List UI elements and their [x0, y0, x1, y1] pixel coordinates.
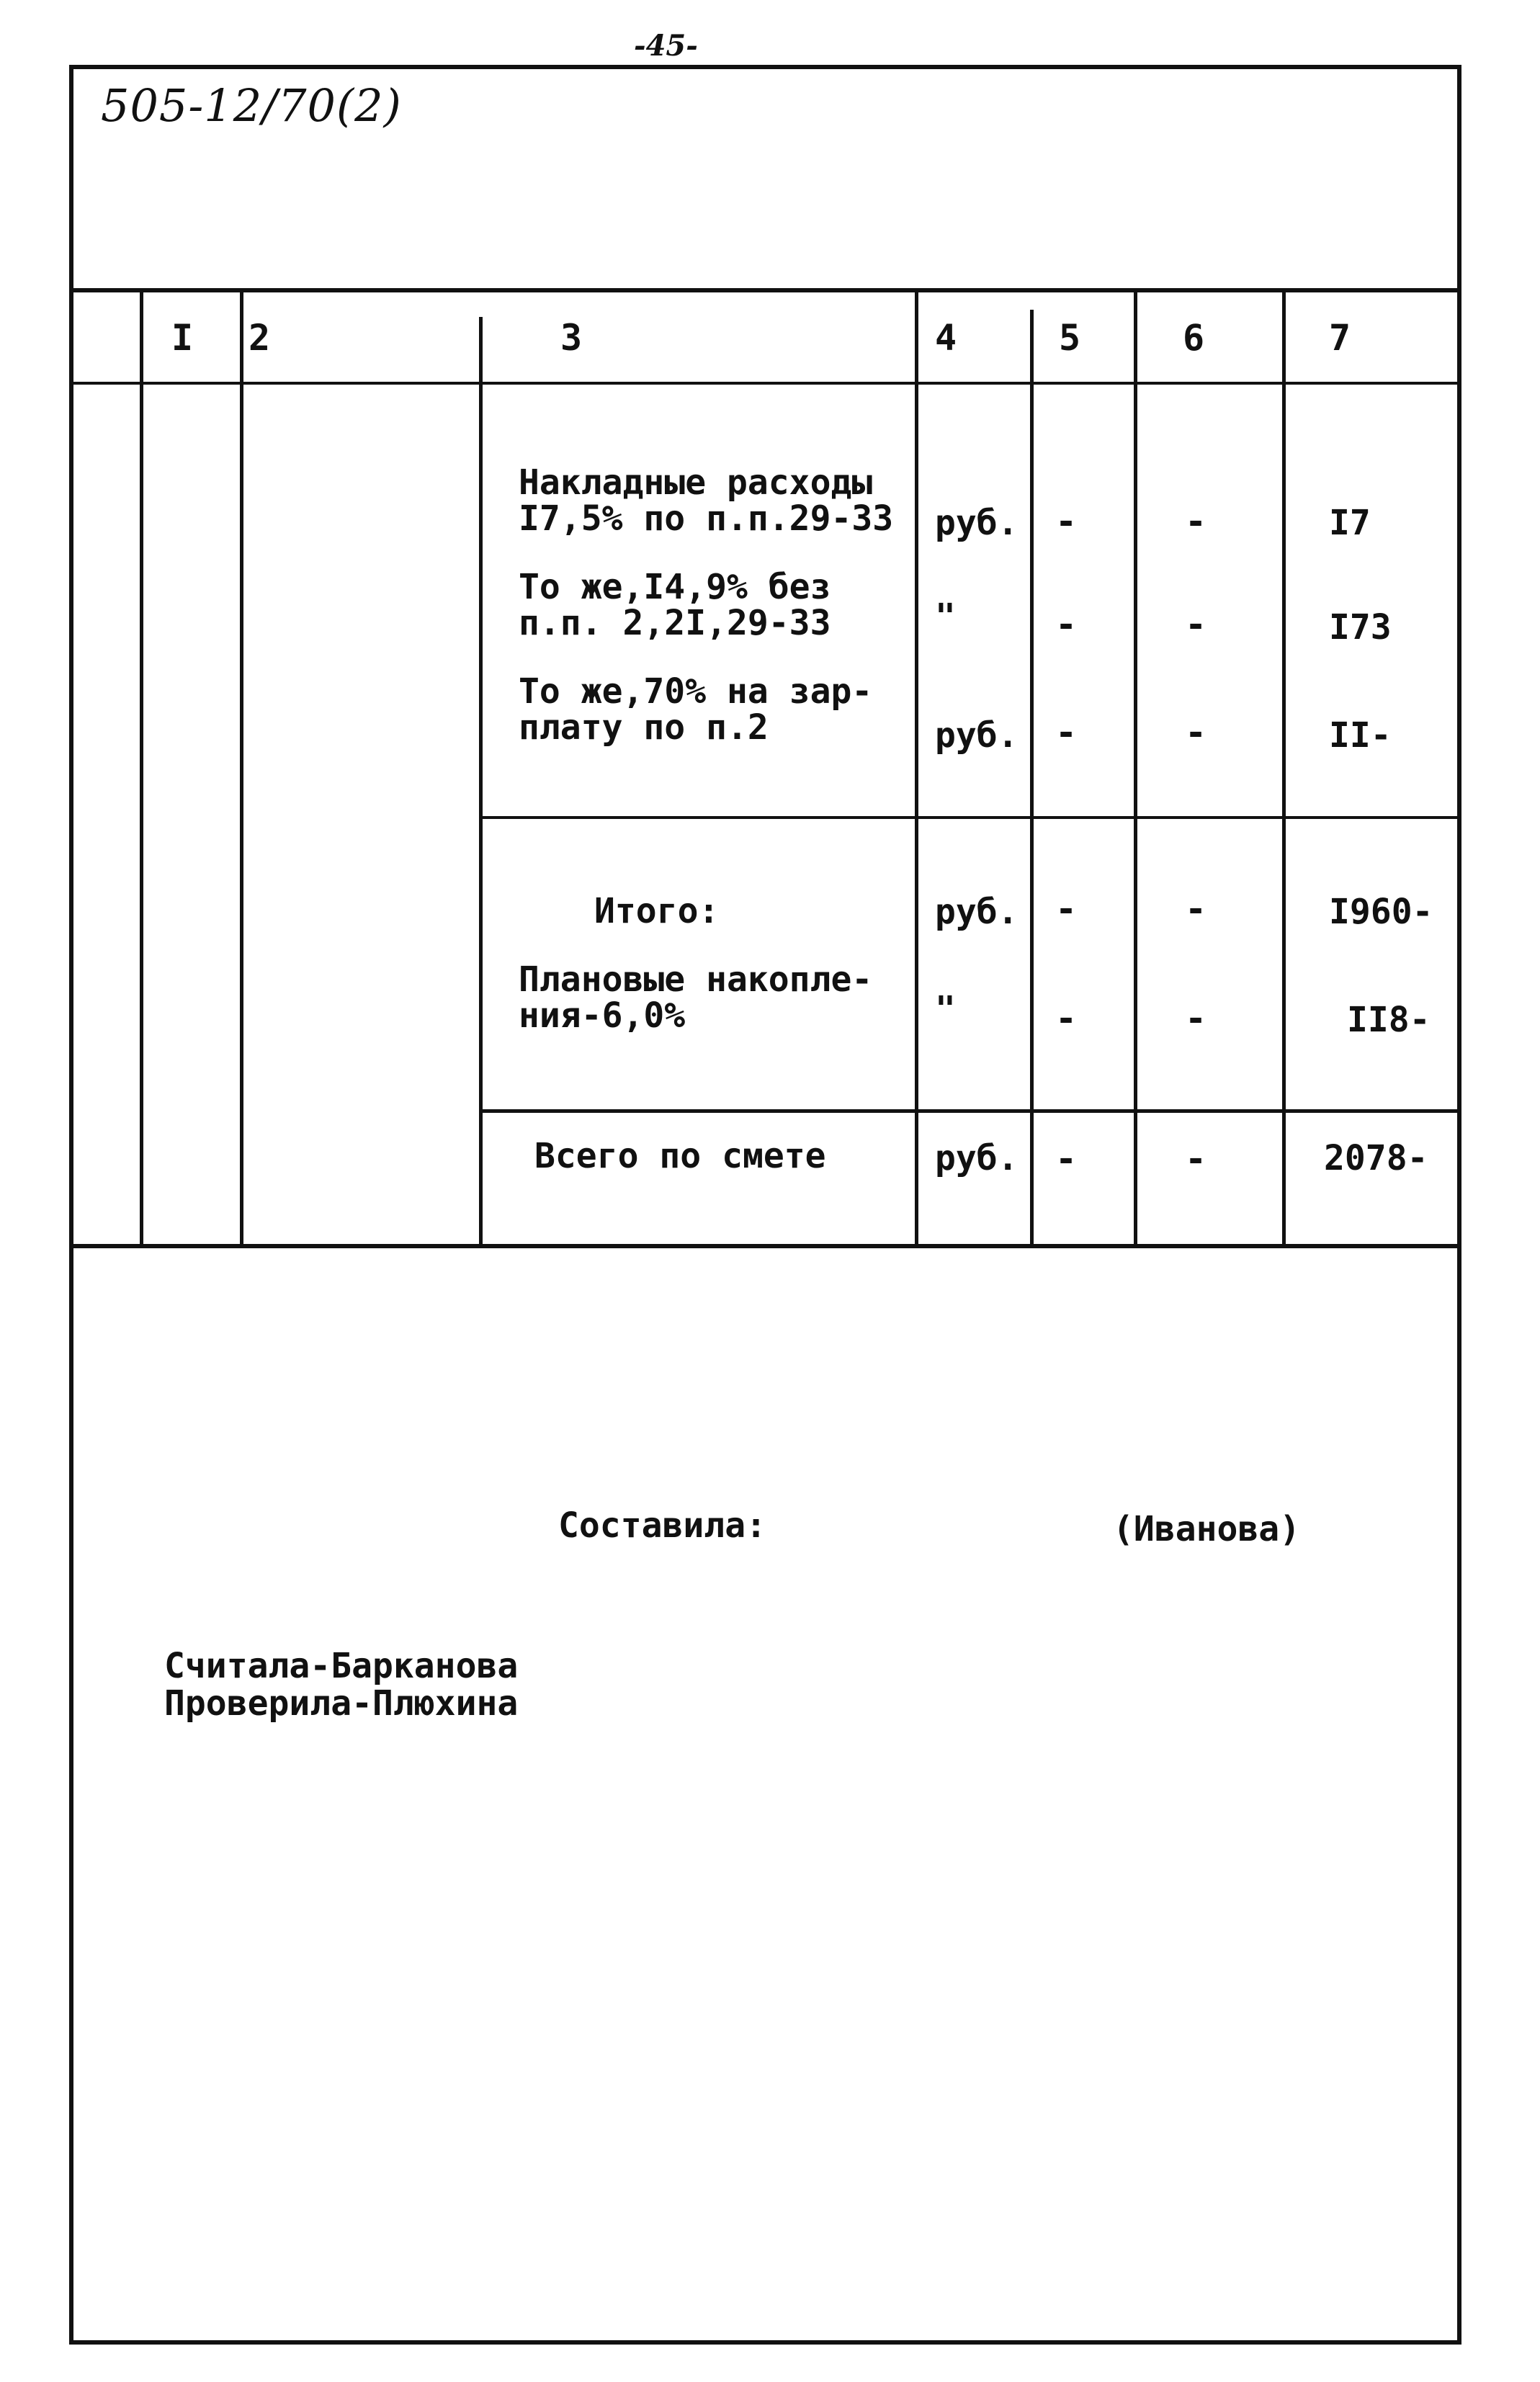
- grand-total-unit: руб.: [935, 1138, 1019, 1178]
- column-header-1: I: [171, 317, 194, 359]
- row-2-col6: -: [1185, 604, 1207, 645]
- subtotal-col5: -: [1055, 888, 1078, 930]
- subtotal-rule: [481, 816, 1461, 819]
- column-header-6: 6: [1183, 317, 1205, 359]
- document-number: 505-12/70(2): [101, 79, 402, 132]
- grand-total-label: Всего по смете: [534, 1136, 826, 1176]
- subtotal-amount: I960-: [1329, 892, 1433, 932]
- compiled-by-name: (Иванова): [1113, 1509, 1301, 1549]
- col-divider-7: [1282, 288, 1286, 1246]
- page-frame: [69, 65, 1461, 2345]
- table-bottom-rule: [69, 1244, 1461, 1248]
- checked-by: Проверила-Плюхина: [164, 1683, 519, 1724]
- column-header-5: 5: [1059, 317, 1081, 359]
- row-2-description: То же,I4,9% без п.п. 2,2I,29-33: [519, 567, 831, 643]
- row-1-amount: I7: [1329, 503, 1371, 543]
- col-divider-1: [140, 288, 143, 1246]
- row-3-unit: руб.: [935, 715, 1019, 756]
- table-top-rule: [69, 288, 1461, 292]
- column-header-4: 4: [935, 317, 957, 359]
- row-1-col6: -: [1185, 501, 1207, 542]
- col-divider-6: [1134, 288, 1137, 1246]
- counted-by: Считала-Барканова: [164, 1646, 519, 1686]
- grand-total-amount: 2078-: [1324, 1138, 1428, 1178]
- planned-accumulations-unit: ": [935, 989, 956, 1029]
- row-1-unit: руб.: [935, 503, 1019, 543]
- col-divider-2: [240, 288, 243, 1246]
- column-header-2: 2: [249, 317, 271, 359]
- row-3-description: То же,70% на зар- плату по п.2: [519, 671, 873, 748]
- col-divider-4: [915, 288, 918, 1246]
- subtotal-label: Итого:: [594, 891, 720, 931]
- page-number: -45-: [634, 29, 698, 63]
- subtotal-unit: руб.: [935, 892, 1019, 932]
- row-3-col5: -: [1055, 712, 1078, 753]
- row-1-description: Накладные расходы I7,5% по п.п.29-33: [519, 462, 894, 539]
- header-bottom-rule: [69, 382, 1461, 385]
- compiled-by-label: Составила:: [558, 1505, 766, 1546]
- grand-total-col5: -: [1055, 1138, 1078, 1180]
- row-2-amount: I73: [1329, 607, 1392, 648]
- col-divider-5: [1030, 310, 1034, 1246]
- row-1-col5: -: [1055, 501, 1078, 542]
- planned-accumulations-col6: -: [1185, 998, 1207, 1039]
- subtotal-col6: -: [1185, 888, 1207, 930]
- row-2-col5: -: [1055, 604, 1078, 645]
- planned-accumulations-col5: -: [1055, 998, 1078, 1039]
- column-header-3: 3: [560, 317, 583, 359]
- planned-accumulations-amount: II8-: [1347, 1000, 1431, 1040]
- grand-total-col6: -: [1185, 1138, 1207, 1180]
- column-header-7: 7: [1329, 317, 1351, 359]
- row-3-col6: -: [1185, 712, 1207, 753]
- col-divider-3: [479, 317, 483, 1246]
- total-rule: [481, 1109, 1461, 1113]
- row-3-amount: II-: [1329, 715, 1392, 756]
- planned-accumulations-description: Плановые накопле- ния-6,0%: [519, 959, 873, 1036]
- row-2-unit: ": [935, 596, 956, 637]
